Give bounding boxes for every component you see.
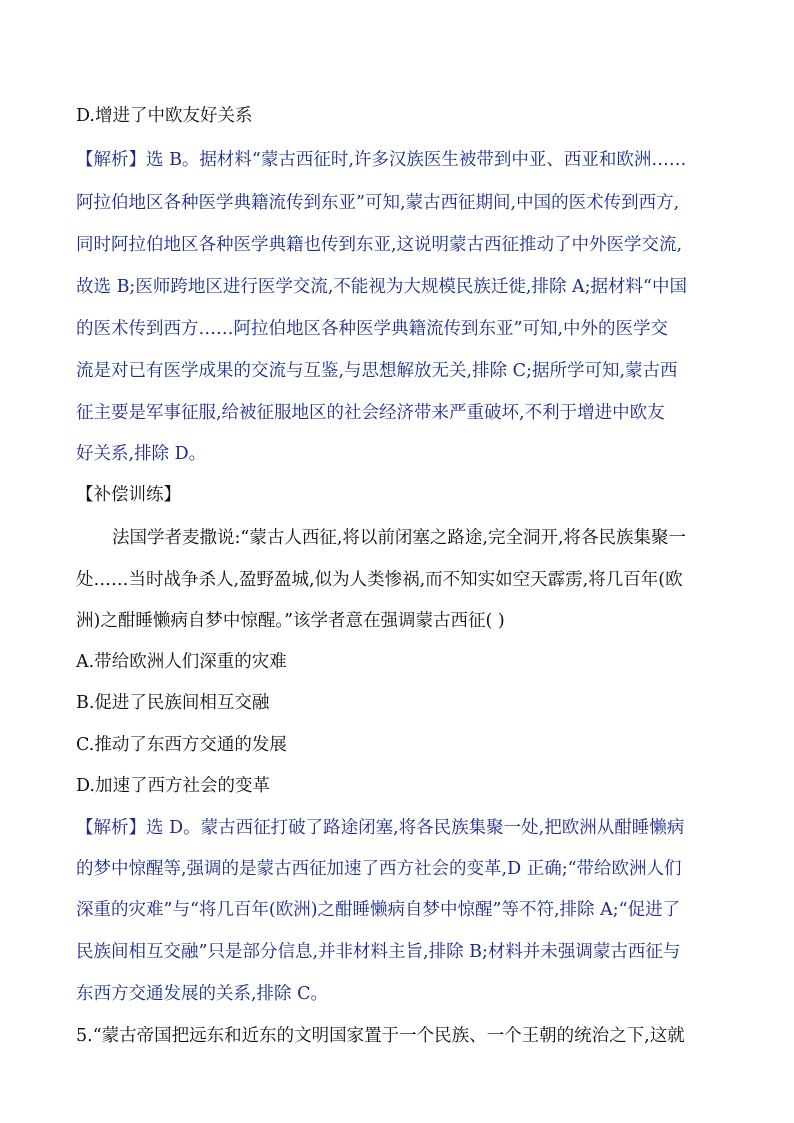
supplement-stem-line-3: 洲)之酣睡懒病自梦中惊醒。”该学者意在强调蒙古西征( ) bbox=[76, 611, 505, 631]
option-a: A.带给欧洲人们深重的灾难 bbox=[76, 652, 287, 672]
analysis-2-line-4: 民族间相互交融”只是部分信息,并非材料主旨,排除 B;材料并未强调蒙古西征与 bbox=[76, 942, 681, 962]
option-d: D.加速了西方社会的变革 bbox=[76, 776, 270, 796]
question-5-line-1: 5.“蒙古帝国把远东和近东的文明国家置于一个民族、一个王朝的统治之下,这就 bbox=[76, 1026, 685, 1046]
analysis-tag: 【解析】 bbox=[76, 818, 146, 838]
option-c: C.推动了东西方交通的发展 bbox=[76, 735, 287, 755]
analysis-1-line-5: 的医术传到西方……阿拉伯地区各种医学典籍流传到东亚”可知,中外的医学交 bbox=[76, 319, 669, 339]
option-d-prev: D.增进了中欧友好关系 bbox=[76, 106, 253, 126]
analysis-2-line-5: 东西方交通发展的关系,排除 C。 bbox=[76, 984, 329, 1004]
analysis-1-line-6: 流是对已有医学成果的交流与互鉴,与思想解放无关,排除 C;据所学可知,蒙古西 bbox=[76, 361, 678, 381]
analysis-1-line-2: 阿拉伯地区各种医学典籍流传到东亚”可知,蒙古西征期间,中国的医术传到西方, bbox=[76, 193, 680, 213]
analysis-2-line-3: 深重的灾难”与“将几百年(欧洲)之酣睡懒病自梦中惊醒”等不符,排除 A;“促进了 bbox=[76, 900, 681, 920]
supplement-heading: 【补偿训练】 bbox=[76, 485, 181, 505]
analysis-1-line-3: 同时阿拉伯地区各种医学典籍也传到东亚,这说明蒙古西征推动了中外医学交流, bbox=[76, 235, 683, 255]
option-b: B.促进了民族间相互交融 bbox=[76, 693, 270, 713]
analysis-tag: 【解析】 bbox=[76, 150, 146, 170]
supplement-stem-line-1: 法国学者麦撒说:“蒙古人西征,将以前闭塞之路途,完全洞开,将各民族集聚一 bbox=[112, 528, 687, 548]
analysis-text: 选 B。据材料“蒙古西征时,许多汉族医生被带到中亚、西亚和欧洲…… bbox=[146, 150, 687, 170]
analysis-1-line-4: 故选 B;医师跨地区进行医学交流,不能视为大规模民族迁徙,排除 A;据材料“中国 bbox=[76, 277, 687, 297]
analysis-text: 选 D。蒙古西征打破了路途闭塞,将各民族集聚一处,把欧洲从酣睡懒病 bbox=[146, 818, 685, 838]
analysis-2-line-1 bbox=[76, 816, 726, 840]
analysis-2-line-2: 的梦中惊醒等,强调的是蒙古西征加速了西方社会的变革,D 正确;“带给欧洲人们 bbox=[76, 859, 682, 879]
analysis-1-line-1 bbox=[76, 148, 726, 172]
analysis-1-line-7: 征主要是军事征服,给被征服地区的社会经济带来严重破坏,不利于增进中欧友 bbox=[76, 403, 665, 423]
supplement-stem-line-2: 处……当时战争杀人,盈野盈城,似为人类惨祸,而不知实如空天霹雳,将几百年(欧 bbox=[76, 570, 683, 590]
analysis-1-line-8: 好关系,排除 D。 bbox=[76, 444, 207, 464]
